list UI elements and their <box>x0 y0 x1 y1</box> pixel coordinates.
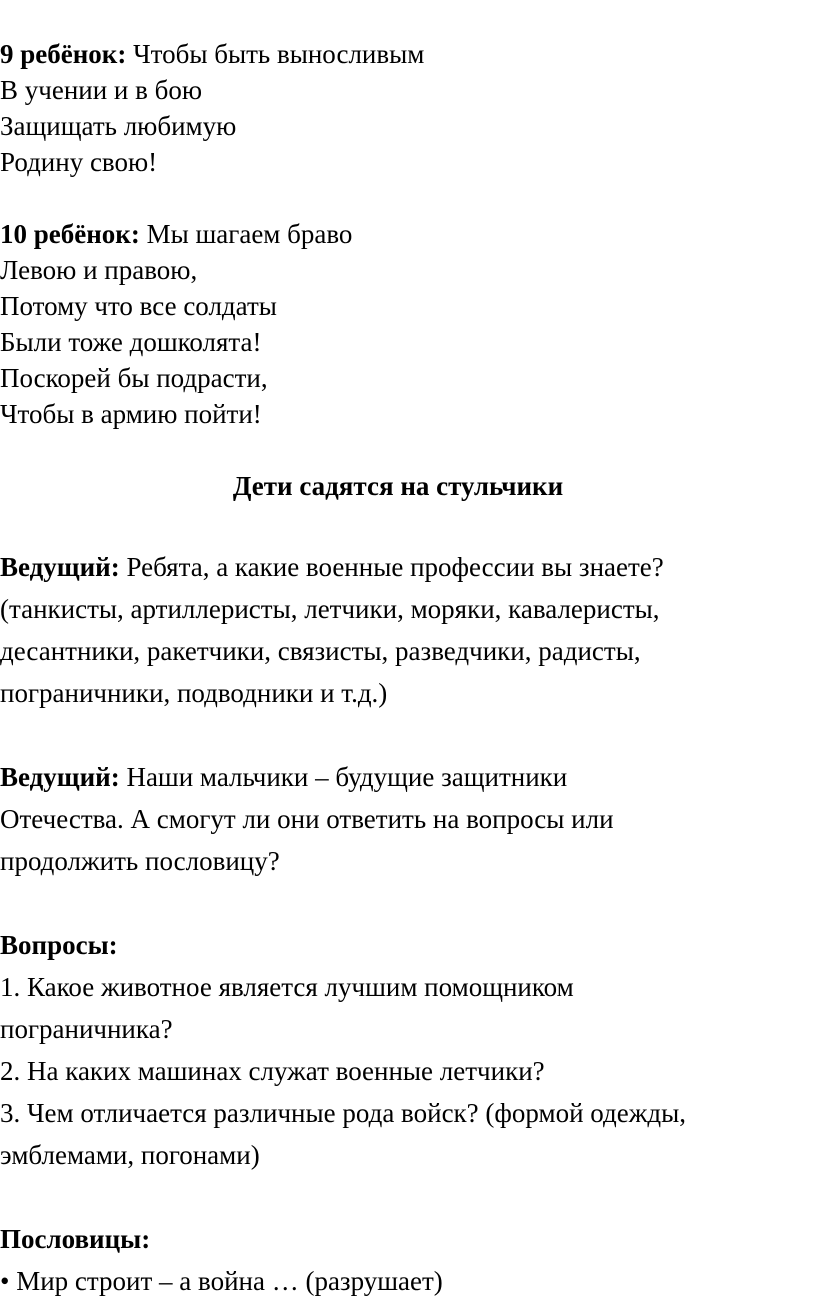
verse-line: Поскорей бы подрасти, <box>0 363 268 393</box>
question-line: пограничника? <box>0 1014 173 1044</box>
proverb-line: • Мир строит – а война … (разрушает) <box>0 1266 443 1296</box>
verse-line: Левою и правою, <box>0 255 198 285</box>
speaker-label: 10 ребёнок: <box>0 219 140 249</box>
spacer <box>0 180 816 216</box>
stanza-9 <box>0 36 816 180</box>
verse-line: Защищать любимую <box>0 111 237 141</box>
spacer <box>0 882 816 924</box>
proverbs-section <box>0 1218 816 1302</box>
question-line: 2. На каких машинах служат военные летчики? <box>0 1056 545 1086</box>
paragraph-line: пограничники, подводники и т.д.) <box>0 678 388 708</box>
questions-heading: Вопросы: <box>0 930 118 960</box>
host-remark-2 <box>0 756 816 882</box>
question-line: эмблемами, погонами) <box>0 1140 260 1170</box>
speaker-label: Ведущий: <box>0 552 120 582</box>
speaker-label: Ведущий: <box>0 762 120 792</box>
spacer <box>0 714 816 756</box>
paragraph-line: Отечества. А смогут ли они ответить на вопросы или <box>0 804 614 834</box>
verse-line: Потому что все солдаты <box>0 291 277 321</box>
verse-line: В учении и в бою <box>0 75 203 105</box>
paragraph-line: десантники, ракетчики, связисты, разведчики, радисты, <box>0 636 641 666</box>
paragraph-line: (танкисты, артиллеристы, летчики, моряки, кавалеристы, <box>0 594 660 624</box>
stanza-10 <box>0 216 816 432</box>
spacer <box>0 504 816 546</box>
verse-line <box>0 36 816 72</box>
questions-section <box>0 924 816 1176</box>
verse-line: Чтобы в армию пойти! <box>0 399 262 429</box>
document-page <box>0 36 816 1302</box>
paragraph-text: Ребята, а какие военные профессии вы знаете? <box>119 552 664 582</box>
verse-text: Мы шагаем браво <box>139 219 353 249</box>
spacer <box>0 1176 816 1218</box>
paragraph-line <box>0 546 816 588</box>
verse-line: Родину свою! <box>0 147 158 177</box>
verse-text: Чтобы быть выносливым <box>126 39 425 69</box>
proverbs-heading: Пословицы: <box>0 1224 151 1254</box>
question-line: 3. Чем отличается различные рода войск? (формой одежды, <box>0 1098 686 1128</box>
paragraph-text: Наши мальчики – будущие защитники <box>119 762 568 792</box>
verse-line <box>0 216 816 252</box>
paragraph-line: продолжить пословицу? <box>0 846 280 876</box>
stage-direction: Дети садятся на стульчики <box>232 471 564 501</box>
question-line: 1. Какое животное является лучшим помощником <box>0 972 574 1002</box>
paragraph-line <box>0 756 816 798</box>
host-remark-1 <box>0 546 816 714</box>
verse-line: Были тоже дошколята! <box>0 327 262 357</box>
speaker-label: 9 ребёнок: <box>0 39 127 69</box>
spacer <box>0 432 816 468</box>
